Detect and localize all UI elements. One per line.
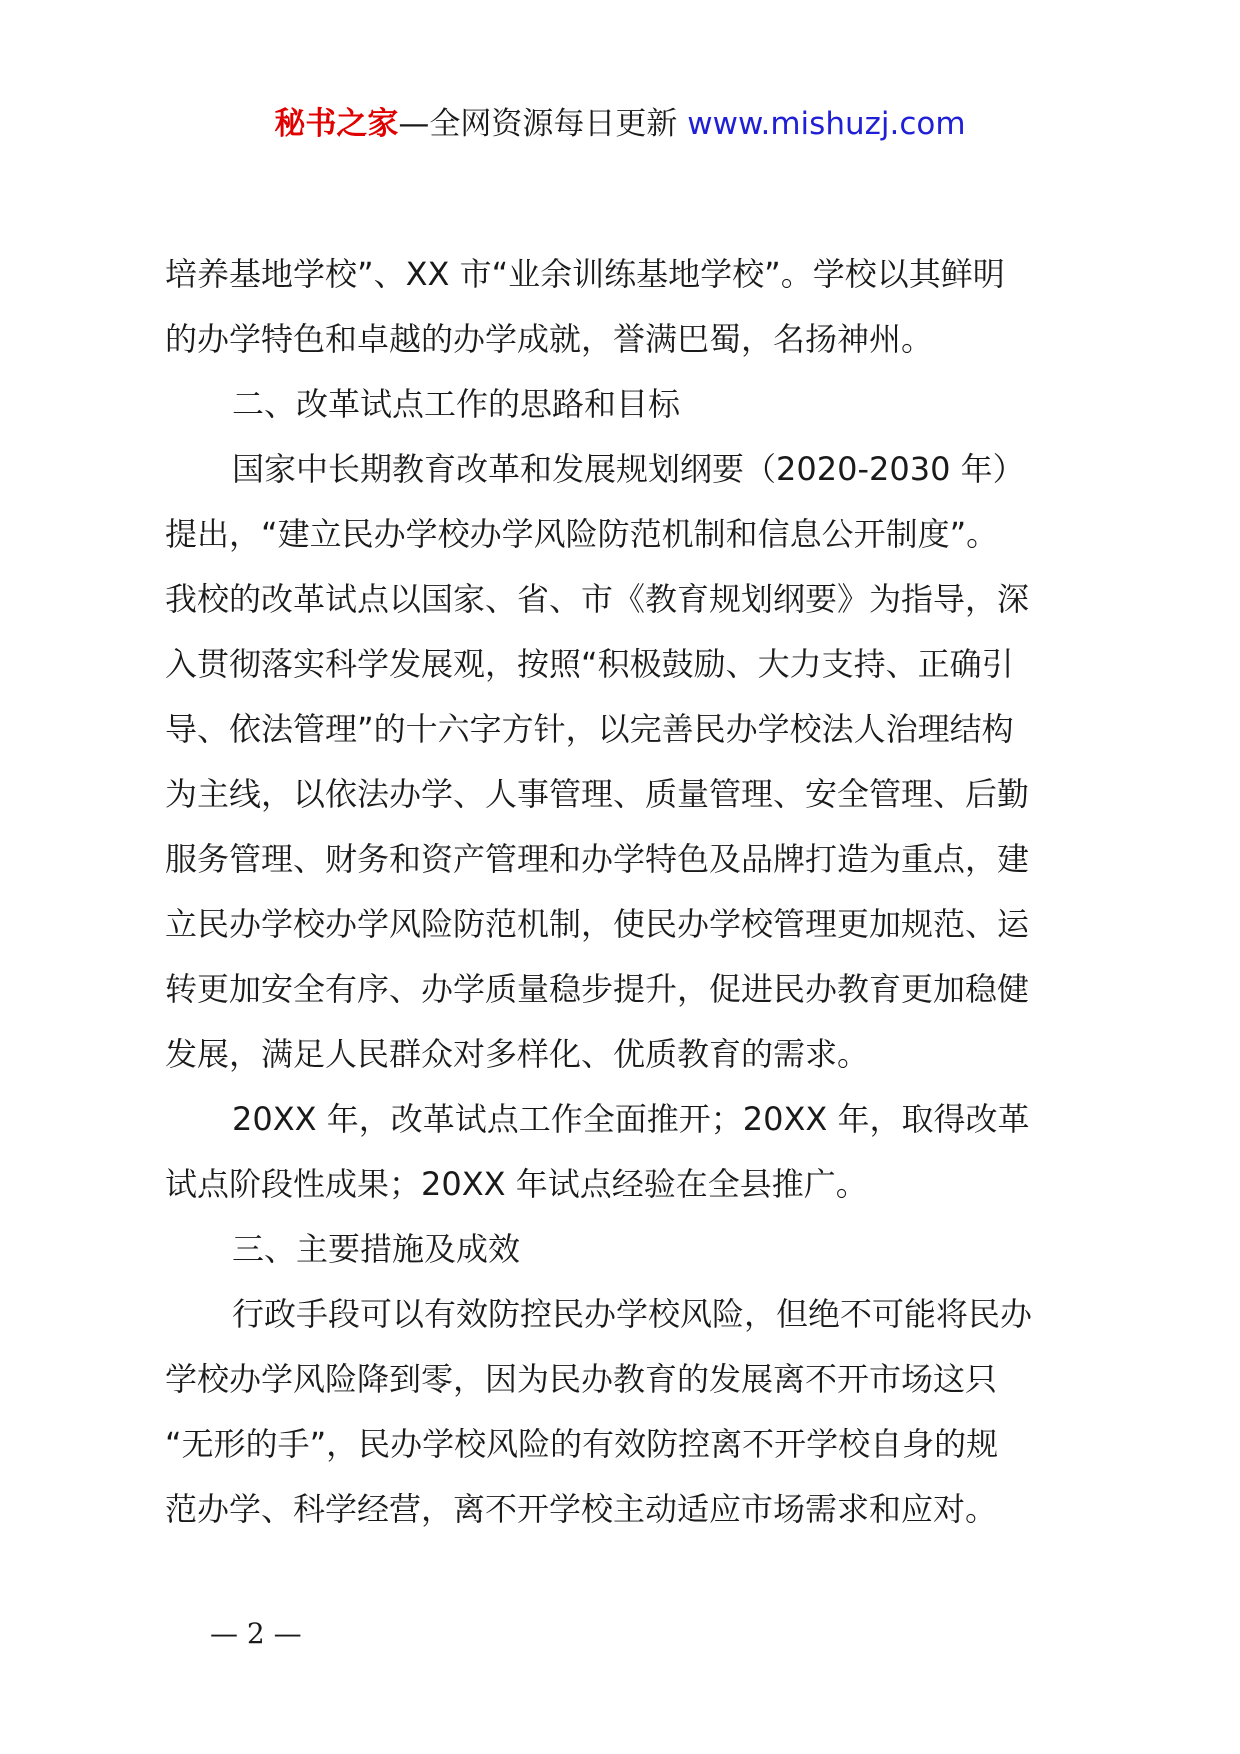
document-body: [165, 242, 1085, 1542]
text-line: 为主线，以依法办学、人事管理、质量管理、安全管理、后勤: [165, 775, 1030, 813]
text-line: 导、依法管理”的十六字方针，以完善民办学校法人治理结构: [165, 710, 1014, 748]
page-header: [0, 102, 1240, 146]
header-tagline: —全网资源每日更新: [398, 106, 688, 142]
text-line: 提出，“建立民办学校办学风险防范机制和信息公开制度”。: [165, 515, 999, 553]
text-line: 我校的改革试点以国家、省、市《教育规划纲要》为指导，深: [165, 580, 1030, 618]
page-number: — 2 —: [210, 1617, 302, 1650]
text-line: 培养基地学校”、XX 市“业余训练基地学校”。学校以其鲜明: [165, 255, 1005, 293]
text-line: 范办学、科学经营，离不开学校主动适应市场需求和应对。: [165, 1490, 998, 1528]
text-line: 试点阶段性成果；20XX 年试点经验在全县推广。: [165, 1165, 868, 1203]
text-line: 20XX 年，改革试点工作全面推开；20XX 年，取得改革: [232, 1100, 1030, 1138]
header-brand: 秘书之家: [274, 106, 399, 142]
text-line: 入贯彻落实科学发展观，按照“积极鼓励、大力支持、正确引: [165, 645, 1014, 683]
header-url-link[interactable]: www.mishuzj.com: [687, 106, 966, 142]
text-line: 服务管理、财务和资产管理和办学特色及品牌打造为重点，建: [165, 840, 1030, 878]
text-line: 的办学特色和卓越的办学成就，誉满巴蜀，名扬神州。: [165, 320, 934, 358]
text-line: 学校办学风险降到零，因为民办教育的发展离不开市场这只: [165, 1360, 998, 1398]
text-line: 转更加安全有序、办学质量稳步提升，促进民办教育更加稳健: [165, 970, 1030, 1008]
section-heading: 二、改革试点工作的思路和目标: [232, 385, 681, 423]
text-line: 国家中长期教育改革和发展规划纲要（2020-2030 年）: [232, 450, 1025, 488]
text-line: 立民办学校办学风险防范机制，使民办学校管理更加规范、运: [165, 905, 1030, 943]
text-line: “无形的手”，民办学校风险的有效防控离不开学校自身的规: [165, 1425, 999, 1463]
section-heading: 三、主要措施及成效: [232, 1230, 521, 1268]
text-line: 行政手段可以有效防控民办学校风险，但绝不可能将民办: [232, 1295, 1033, 1333]
text-line: 发展，满足人民群众对多样化、优质教育的需求。: [165, 1035, 870, 1073]
